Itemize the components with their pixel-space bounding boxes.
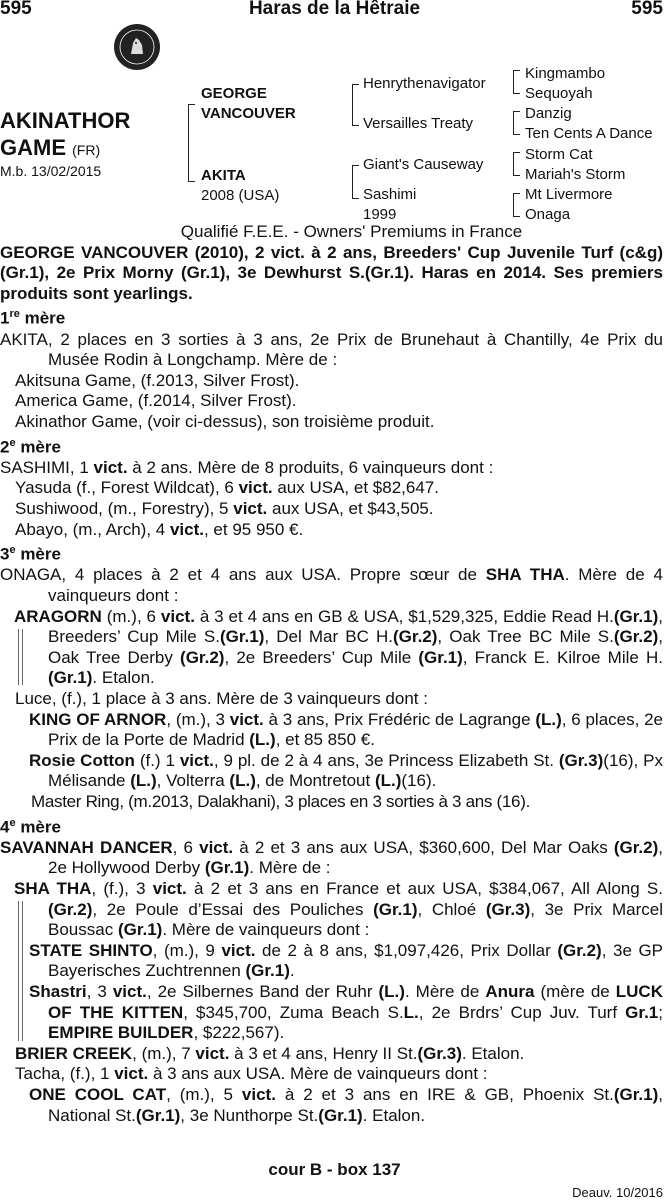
line-sha-tha [18, 901, 19, 1041]
lot-number-right: 595 [631, 0, 663, 19]
line-aragorn [18, 629, 19, 685]
produit-shastri: Shastri, 3 vict., 2e Silbernes Band der Ruhr (L.). Mère de Anura (mère de LUCK OF THE KITTEN, $345,700, Zuma Beach S.L., 2e Brdrs’ Cup Juv. Turf Gr.1; EMPIRE BUILDER, $222,567). [29, 982, 663, 1043]
dam-savannah-dancer: SAVANNAH DANCER, 6 vict. à 2 et 3 ans aux USA, $360,600, Del Mar Oaks (Gr.2), 2e Hollywood Derby (Gr.1). Mère de : [0, 837, 664, 878]
gp-bracket-3 [513, 152, 520, 176]
gp-sds: Danzig Ten Cents A Dance [525, 105, 653, 142]
gp-sss: Kingmambo Sequoyah [525, 65, 606, 102]
line-sha-tha-2 [22, 901, 23, 1041]
heading-3e-mere: 3e mère [0, 544, 61, 564]
gp-dss: Storm Cat Mariah's Storm [525, 146, 626, 183]
page-title: Haras de la Hêtraie [248, 0, 421, 19]
produit-sushiwood: Sushiwood, (m., Forestry), 5 vict. aux USA, et $43,505. [15, 499, 434, 519]
sire-sire: Henrythenavigator [363, 75, 486, 92]
dam-onaga: ONAGA, 4 places à 2 et 4 ans aux USA. Propre sœur de SHA THA. Mère de 4 vainqueurs dont : [0, 565, 663, 606]
produit-2: America Game, (f.2014, Silver Frost). [15, 391, 297, 411]
heading-1re-mere: 1re mère [0, 308, 66, 329]
criterium-logo [114, 24, 160, 70]
dam-bracket [352, 165, 359, 199]
produit-state-shinto: STATE SHINTO, (m.), 9 vict. de 2 à 8 ans, $1,097,426, Prix Dollar (Gr.2), 3e GP Bayerisches Zuchtrennen (Gr.1). [29, 940, 664, 981]
produit-luce: Luce, (f.), 1 place à 3 ans. Mère de 3 vainqueurs dont : [15, 689, 428, 709]
lot-number-left: 595 [0, 0, 32, 19]
dam-akita: AKITA, 2 places en 3 sorties à 3 ans, 2e Prix de Brunehaut à Chantilly, 4e Prix du Musée Rodin à Longchamp. Mère de : [0, 329, 663, 370]
dam-dam: Sashimi 1999 [363, 186, 417, 223]
heading-2e-mere: 2e mère [0, 436, 61, 457]
gp-bracket-1 [513, 70, 520, 94]
gp-bracket-2 [513, 111, 520, 135]
produit-aragorn: ARAGORN (m.), 6 vict. à 3 et 4 ans en GB & USA, $1,529,325, Eddie Read H.(Gr.1), Breeders’ Cup Mile S.(Gr.1), Del Mar BC H.(Gr.2), Oak Tree BC Mile S.(Gr.2), Oak Tree Derby (Gr.2), 2e Breeders’ Cup Mile (Gr.1), Franck E. Kilroe Mile H.(Gr.1). Etalon. [14, 606, 664, 688]
gp-bracket-4 [513, 193, 520, 217]
horse-name: AKINATHOR GAME (FR) [0, 108, 131, 160]
dam-sashimi: SASHIMI, 1 vict. à 2 ans. Mère de 8 produits, 6 vainqueurs dont : [0, 457, 494, 477]
horse-head-icon [114, 24, 160, 70]
sale-reference: Deauv. 10/2016 [572, 1185, 663, 1200]
horse-info: M.b. 13/02/2015 [0, 163, 102, 179]
box-location: cour B - box 137 [268, 1160, 401, 1179]
dam: AKITA 2008 (USA) [201, 167, 280, 204]
qualifie-line: Qualifié F.E.E. - Owners' Premiums in France [180, 222, 523, 241]
produit-tacha: Tacha, (f.), 1 vict. à 3 ans aux USA. Mère de vainqueurs dont : [15, 1064, 488, 1084]
produit-abayo: Abayo, (m., Arch), 4 vict., et 95 950 €. [15, 519, 304, 539]
gp-dds: Mt Livermore Onaga [525, 186, 613, 223]
catalogue-body [0, 222, 663, 1126]
line-aragorn-2 [22, 629, 23, 685]
produit-sha-tha: SHA THA, (f.), 3 vict. à 2 et 3 ans en France et aux USA, $384,067, All Along S.(Gr.2), 2e Poule d’Essai des Pouliches (Gr.1), Chloé (Gr.3), 3e Prix Marcel Boussac (Gr.1). Mère de vainqueurs dont : [14, 879, 664, 940]
pedigree-bracket [188, 104, 195, 182]
produit-brier-creek: BRIER CREEK, (m.), 7 vict. à 3 et 4 ans, Henry II St.(Gr.3). Etalon. [15, 1043, 525, 1063]
produit-1: Akitsuna Game, (f.2013, Silver Frost). [15, 370, 300, 390]
sire-dam: Versailles Treaty [363, 115, 474, 132]
produit-3: Akinathor Game, (voir ci-dessus), son troisième produit. [15, 412, 435, 431]
produit-one-cool-cat: ONE COOL CAT, (m.), 5 vict. à 2 et 3 ans en IRE & GB, Phoenix St.(Gr.1), National St.(Gr.1), 3e Nunthorpe St.(Gr.1). Etalon. [29, 1084, 664, 1125]
sire: GEORGE VANCOUVER [201, 85, 296, 122]
sire-bracket [352, 84, 359, 126]
sire-summary: GEORGE VANCOUVER (2010), 2 vict. à 2 ans, Breeders' Cup Juvenile Turf (c&g) (Gr.1), 2e Prix Morny (Gr.1), 3e Dewhurst S.(Gr.1). Haras en 2014. Ses premiers produits sont yearlings. [0, 242, 663, 303]
dam-sire: Giant's Causeway [363, 156, 484, 173]
heading-4e-mere: 4e mère [0, 816, 61, 837]
produit-master-ring: Master Ring, (m.2013, Dalakhani), 3 places en 3 sorties à 3 ans (16). [31, 792, 530, 811]
produit-king-of-arnor: KING OF ARNOR, (m.), 3 vict. à 3 ans, Prix Frédéric de Lagrange (L.), 6 places, 2e Prix de la Porte de Madrid (L.), et 85 850 €. [29, 709, 663, 750]
horse-country: (FR) [72, 142, 101, 158]
produit-yasuda: Yasuda (f., Forest Wildcat), 6 vict. aux USA, et $82,647. [15, 478, 439, 498]
produit-rosie-cotton: Rosie Cotton (f.) 1 vict., 9 pl. de 2 à 4 ans, 3e Princess Elizabeth St. (Gr.3)(16), Px Mélisande (L.), Volterra (L.), de Montretout (L.)(16). [29, 750, 663, 791]
